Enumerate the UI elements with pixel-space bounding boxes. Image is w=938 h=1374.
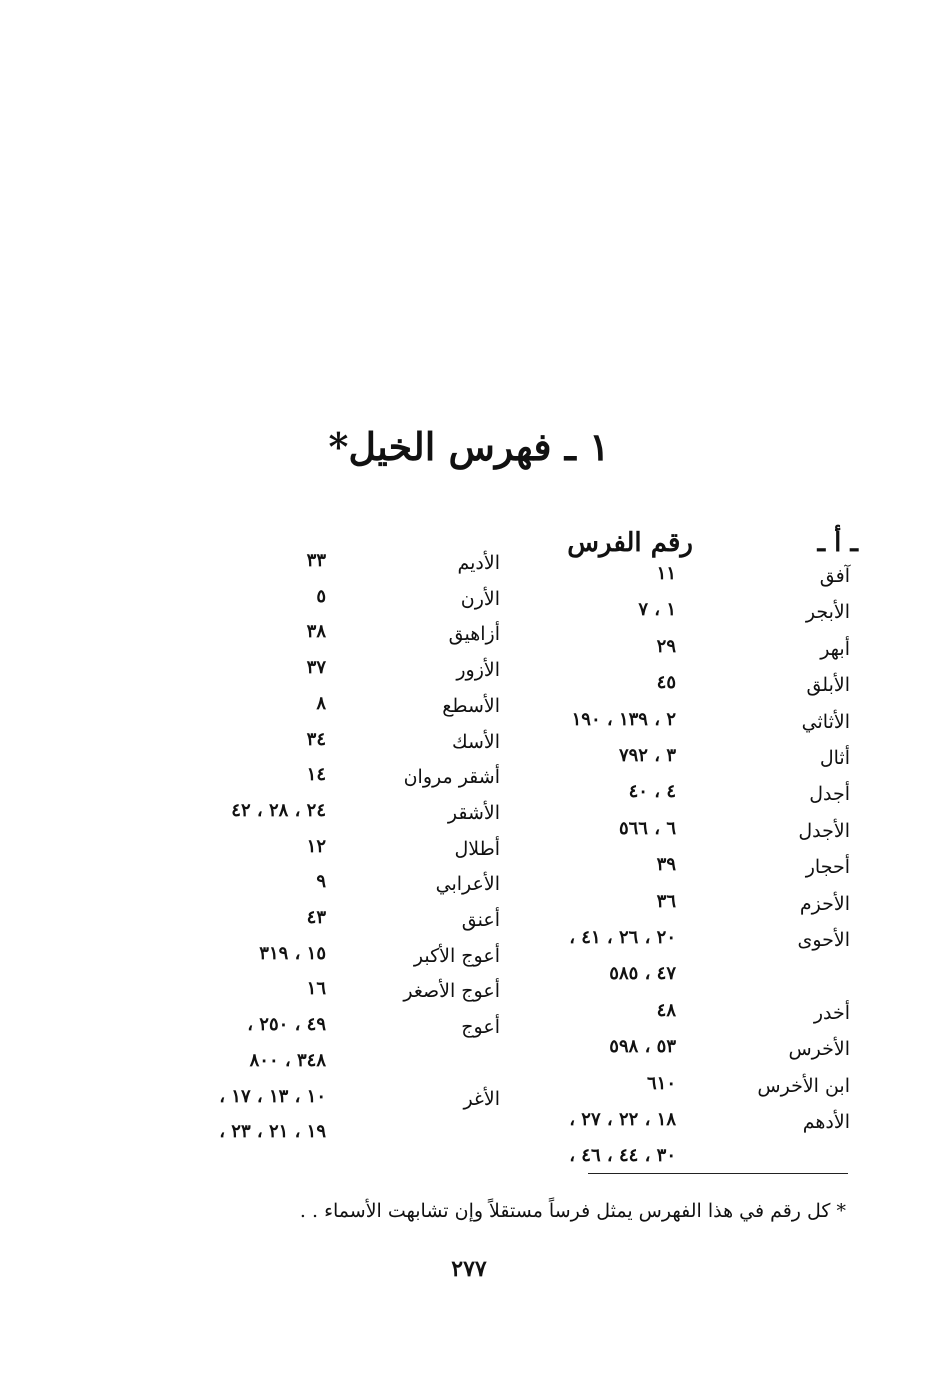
entry-numbers: ١٦ xyxy=(306,978,326,1000)
entry-numbers: ٤٩ ، ٢٥٠ ، xyxy=(247,1014,326,1036)
entry-numbers: ٣٨ xyxy=(306,621,326,643)
entry-numbers: ٢٤ ، ٢٨ ، ٤٢ xyxy=(231,799,326,821)
entry-numbers: ٤٣ xyxy=(306,907,326,928)
entry-name: أشقر مروان xyxy=(403,766,500,789)
entry-numbers: ١٥ ، ٣١٩ xyxy=(259,942,326,964)
entry-name: الأدهم xyxy=(802,1111,850,1133)
entry-name: أعوج الأصغر xyxy=(403,980,500,1003)
number-column-header: رقم الفرس xyxy=(567,528,693,558)
entry-numbers: ٥٣ ، ٥٩٨ xyxy=(609,1036,676,1058)
entry-name: الأزور xyxy=(456,659,500,682)
entry-name: أعوج xyxy=(461,1016,500,1039)
entry-name: الأبجر xyxy=(805,601,850,624)
entry-name: الأحوى xyxy=(797,929,850,951)
entry-numbers: ٣٤٨ ، ٨٠٠ xyxy=(249,1049,326,1071)
entry-numbers: ٣٩ xyxy=(656,854,676,876)
entry-numbers: ٢٠ ، ٢٦ ، ٤١ ، xyxy=(569,927,676,948)
entry-numbers: ٢ ، ١٣٩ ، ١٩٠ xyxy=(571,708,676,730)
entry-numbers: ٣٤ xyxy=(306,728,326,750)
entry-name: أبهر xyxy=(820,637,850,660)
footnote: * كل رقم في هذا الفهرس يمثل فرساً مستقلاً وإن تشابهت الأسماء . . xyxy=(299,1200,846,1222)
entry-name: أزاهيق xyxy=(448,623,500,646)
entry-name: أحجار xyxy=(805,856,850,879)
entry-name: أثال xyxy=(819,747,850,769)
entry-numbers: ٦ ، ٥٦٦ xyxy=(618,817,676,839)
footnote-separator xyxy=(588,1173,848,1174)
page-number: ٢٧٧ xyxy=(451,1256,487,1282)
entry-numbers: ٣ ، ٧٩٢ xyxy=(618,745,676,766)
entry-name: الأجدل xyxy=(798,819,850,842)
entry-numbers: ٣٧ xyxy=(306,657,326,679)
entry-numbers: ٣٦ xyxy=(656,890,676,912)
entry-name: آفق xyxy=(819,565,850,587)
section-letter: ـ أ ـ xyxy=(817,528,858,558)
entry-numbers: ٥ xyxy=(316,585,326,607)
entry-numbers: ٣٣ xyxy=(306,550,326,571)
entry-numbers: ٤ ، ٤٠ xyxy=(628,781,676,803)
entry-name: ابن الأخرس xyxy=(757,1074,850,1097)
entry-numbers: ٦١٠ xyxy=(646,1072,676,1094)
entry-numbers: ١٢ xyxy=(306,835,326,857)
entry-numbers: ٤٥ xyxy=(656,672,676,694)
entry-name: الأخرس xyxy=(788,1038,850,1061)
entry-numbers: ٤٨ xyxy=(656,999,676,1021)
entry-numbers: ٢٩ xyxy=(656,635,676,657)
entry-name: الأشقر xyxy=(447,801,500,824)
entry-name: أعوج الأكبر xyxy=(413,944,500,967)
entry-name: الأسطع xyxy=(442,694,500,717)
entry-name: الأبلق xyxy=(806,674,850,697)
page-title: ١ ـ فهرس الخيل* xyxy=(328,424,610,469)
entry-name: أخدر xyxy=(813,1001,850,1024)
entry-name: أعنق xyxy=(461,909,500,931)
entry-numbers: ١٩ ، ٢١ ، ٢٣ ، xyxy=(219,1121,326,1143)
entry-numbers: ١٤ xyxy=(306,764,326,786)
entry-name: أجدل xyxy=(809,783,850,806)
entry-numbers: ٨ xyxy=(316,692,326,714)
entry-numbers: ١٨ ، ٢٢ ، ٢٧ ، xyxy=(569,1109,676,1130)
entry-numbers: ٣٠ ، ٤٤ ، ٤٦ ، xyxy=(569,1145,676,1167)
entry-numbers: ٩ xyxy=(316,871,326,893)
entry-numbers: ١١ xyxy=(656,563,676,584)
entry-name: الأعرابي xyxy=(435,873,500,896)
entry-name: الأديم xyxy=(457,552,500,574)
entry-name: الأحزم xyxy=(799,892,850,915)
entry-name: أطلال xyxy=(454,837,500,860)
entry-name: الأثاثي xyxy=(801,710,850,733)
entry-numbers: ١٠ ، ١٣ ، ١٧ ، xyxy=(219,1085,326,1107)
entry-name: الأغر xyxy=(463,1087,500,1110)
entry-name: الأرن xyxy=(460,587,500,610)
entry-numbers: ٤٧ ، ٥٨٥ xyxy=(609,963,676,985)
entry-numbers: ١ ، ٧ xyxy=(638,599,676,621)
entry-name: الأسك xyxy=(451,730,500,753)
